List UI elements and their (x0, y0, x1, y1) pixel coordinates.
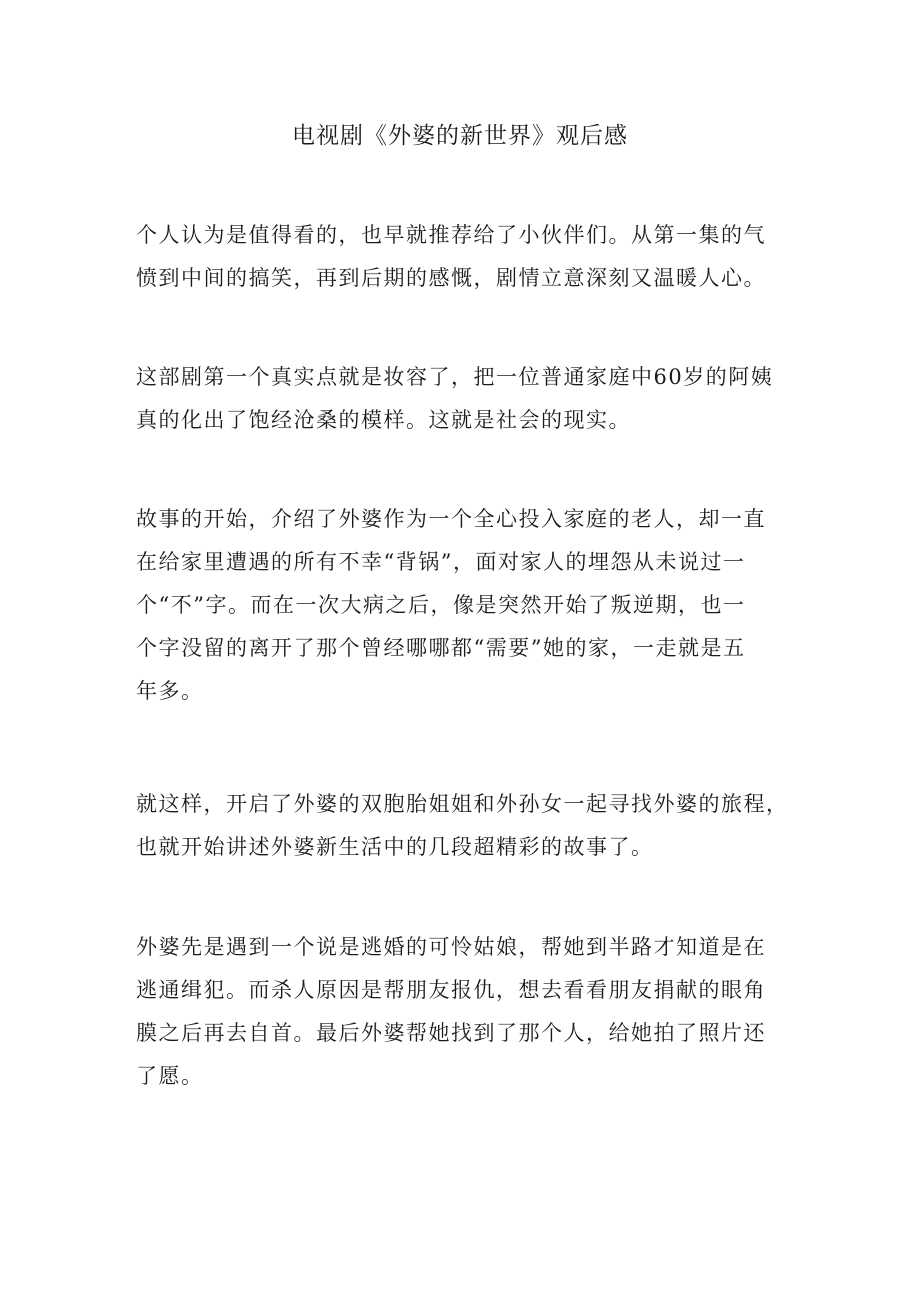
paragraph-3 (136, 498, 796, 713)
paragraph-line: 个“不”字。而在一次大病之后，像是突然开始了叛逆期，也一 (136, 593, 746, 617)
paragraph-line: 个人认为是值得看的，也早就推荐给了小伙伴们。从第一集的气 (136, 223, 766, 247)
paragraph-line: 真的化出了饱经沧桑的模样。这就是社会的现实。 (136, 408, 631, 432)
document-title: 电视剧《外婆的新世界》观后感 (292, 123, 628, 149)
paragraph-line: 了愿。 (136, 1064, 204, 1088)
paragraph-line: 个字没留的离开了那个曾经哪哪都“需要”她的家，一走就是五 (136, 636, 746, 660)
paragraph-line: 外婆先是遇到一个说是逃婚的可怜姑娘，帮她到半路才知道是在 (136, 935, 766, 959)
paragraph-1 (136, 214, 796, 300)
paragraph-line: 故事的开始，介绍了外婆作为一个全心投入家庭的老人，却一直 (136, 507, 766, 531)
paragraph-line: 就这样，开启了外婆的双胞胎姐姐和外孙女一起寻找外婆的旅程， (136, 792, 789, 816)
paragraph-line: 膜之后再去自首。最后外婆帮她找到了那个人，给她拍了照片还 (136, 1021, 766, 1045)
paragraph-line: 逃通缉犯。而杀人原因是帮朋友报仇，想去看看朋友捐献的眼角 (136, 978, 766, 1002)
paragraph-4 (136, 783, 796, 869)
paragraph-line: 这部剧第一个真实点就是妆容了，把一位普通家庭中60岁的阿姨 (136, 365, 774, 389)
paragraph-line: 也就开始讲述外婆新生活中的几段超精彩的故事了。 (136, 835, 654, 859)
paragraph-line: 年多。 (136, 679, 204, 703)
paragraph-line: 愤到中间的搞笑，再到后期的感慨，剧情立意深刻又温暖人心。 (136, 266, 766, 290)
paragraph-2 (136, 356, 796, 442)
paragraph-line: 在给家里遭遇的所有不幸“背锅”，面对家人的埋怨从未说过一 (136, 550, 746, 574)
paragraph-5 (136, 926, 796, 1098)
